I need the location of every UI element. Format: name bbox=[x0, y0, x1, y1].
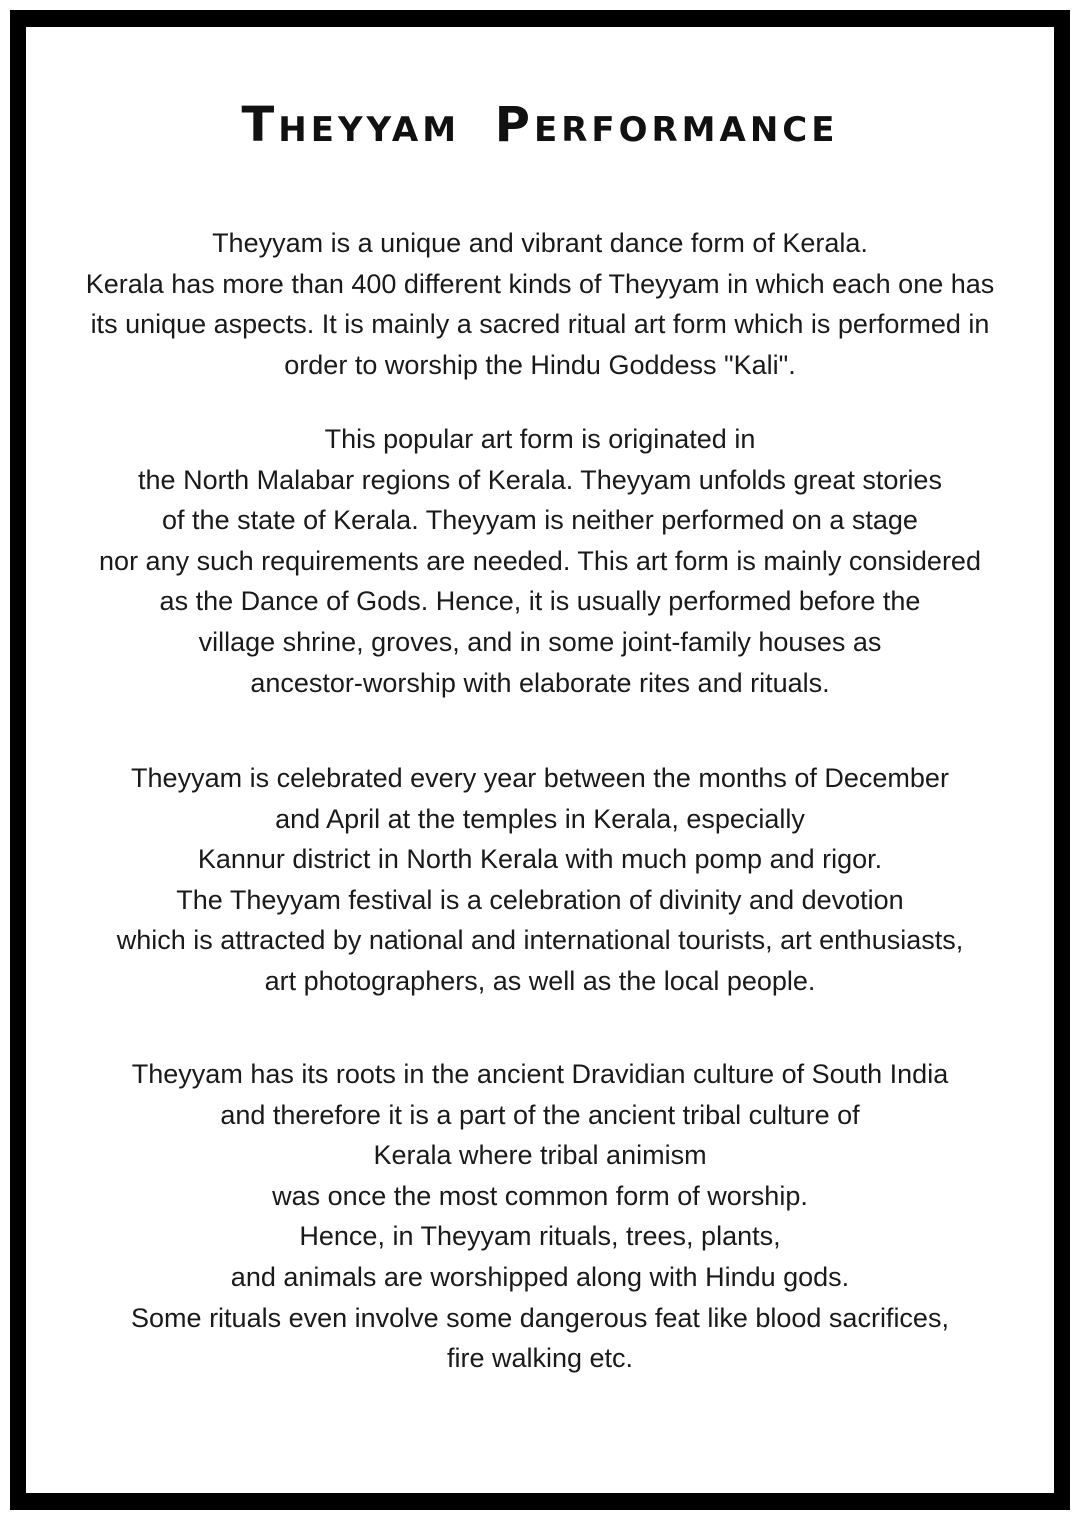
paragraph-line: Kannur district in North Kerala with much pomp and rigor. bbox=[197, 844, 883, 875]
paragraph-line: This popular art form is originated in bbox=[324, 424, 756, 454]
paragraph-intro bbox=[26, 223, 1054, 385]
paragraph-line: which is attracted by national and international tourists, art enthusiasts, bbox=[116, 925, 964, 956]
paragraph-line: The Theyyam festival is a celebration of divinity and devotion bbox=[176, 884, 904, 915]
paragraph-line: as the Dance of Gods. Hence, it is usually performed before the bbox=[159, 586, 921, 617]
paragraph-line: its unique aspects. It is mainly a sacred ritual art form which is performed in bbox=[90, 309, 990, 340]
paragraph-origin bbox=[26, 419, 1054, 703]
paragraph-line: and therefore it is a part of the ancient tribal culture of bbox=[220, 1099, 860, 1130]
paragraph-line: fire walking etc. bbox=[446, 1343, 634, 1374]
paragraph-line: art photographers, as well as the local people. bbox=[264, 965, 816, 996]
paragraph-line: Hence, in Theyyam rituals, trees, plants, bbox=[299, 1221, 781, 1252]
page-title: Theyyam Performance bbox=[241, 97, 839, 153]
paragraph-line: of the state of Kerala. Theyyam is neither performed on a stage bbox=[162, 505, 918, 536]
paragraph-line: village shrine, groves, and in some joint-family houses as bbox=[198, 626, 882, 657]
document-frame bbox=[10, 10, 1070, 1510]
paragraph-line: Theyyam is celebrated every year between the months of December bbox=[131, 763, 949, 793]
paragraph-line: nor any such requirements are needed. This art form is mainly considered bbox=[99, 545, 981, 576]
paragraph-line: ancestor-worship with elaborate rites and rituals. bbox=[250, 667, 830, 698]
paragraph-line: Theyyam is a unique and vibrant dance form of Kerala. bbox=[212, 228, 868, 258]
paragraph-line: and April at the temples in Kerala, especially bbox=[275, 803, 805, 834]
paragraph-line: was once the most common form of worship. bbox=[272, 1180, 808, 1211]
paragraph-roots bbox=[26, 1054, 1054, 1379]
paragraph-line: the North Malabar regions of Kerala. Theyyam unfolds great stories bbox=[138, 464, 942, 495]
paragraph-line: Kerala has more than 400 different kinds of Theyyam in which each one has bbox=[85, 268, 995, 299]
document-page bbox=[26, 27, 1054, 1493]
paragraph-line: Theyyam has its roots in the ancient Dravidian culture of South India bbox=[131, 1059, 949, 1089]
paragraph-line: and animals are worshipped along with Hindu gods. bbox=[230, 1261, 850, 1292]
paragraph-celebration bbox=[26, 758, 1054, 1002]
paragraph-line: Kerala where tribal animism bbox=[373, 1140, 707, 1171]
paragraph-line: Some rituals even involve some dangerous feat like blood sacrifices, bbox=[131, 1302, 949, 1333]
paragraph-line: order to worship the Hindu Goddess "Kali". bbox=[284, 349, 796, 380]
